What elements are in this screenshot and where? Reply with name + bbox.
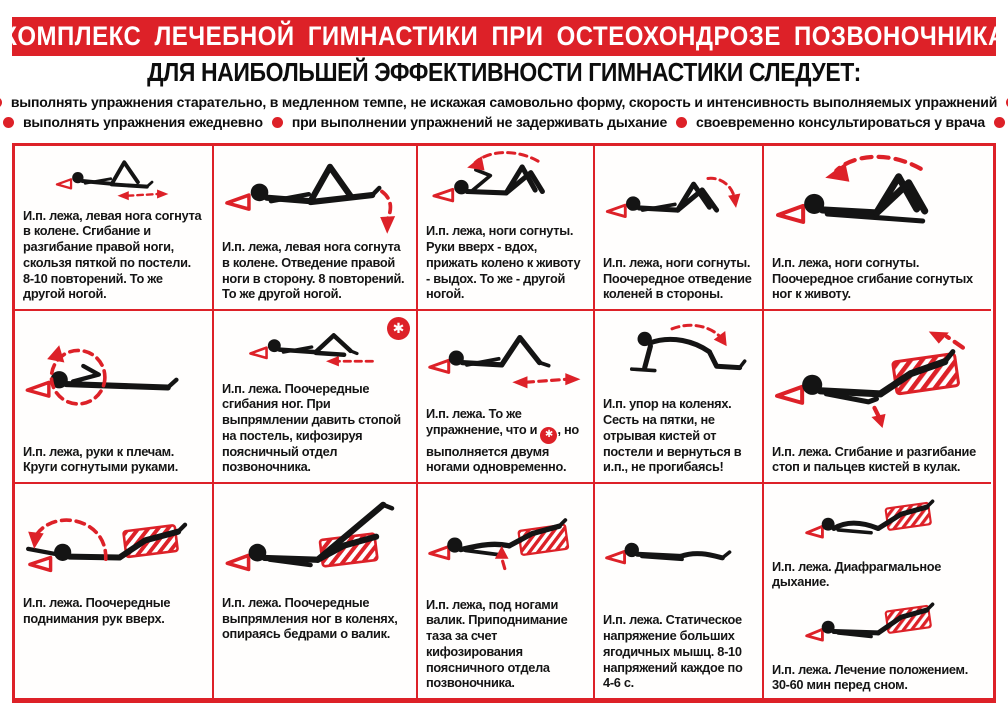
- pillow-marker-icon: [607, 205, 625, 217]
- knees-to-belly-illustration: [772, 151, 983, 255]
- pillow-marker-icon: [807, 526, 823, 537]
- exercise-cell-13: [418, 484, 595, 698]
- pillow-marker-icon: [430, 360, 449, 372]
- exercise-3-text: И.п. лежа, ноги согнуты. Руки вверх - вдох, прижать колено к животу - выдох. То же - другой ногой.: [426, 223, 581, 302]
- pillow-marker-icon: [57, 179, 71, 188]
- knees-apart-illustration: [603, 151, 754, 255]
- pelvis-lift-illustration: [426, 489, 585, 597]
- advice-2a-text: выполнять упражнения ежедневно: [22, 114, 263, 130]
- advice-2b-text: при выполнении упражнений не задерживать дыхание: [291, 114, 668, 130]
- exercise-cell-2: [214, 146, 418, 311]
- exercise-6-text: И.п. лежа, руки к плечам. Круги согнутыми руками.: [23, 443, 178, 475]
- pillow-marker-icon: [227, 555, 248, 569]
- pillow-marker-icon: [807, 629, 823, 640]
- exercise-cell-14: [595, 484, 764, 698]
- pillow-marker-icon: [434, 189, 453, 201]
- exercise-cell-1: [15, 146, 214, 311]
- exercise-11-text: И.п. лежа. Поочередные поднимания рук вверх.: [23, 595, 171, 626]
- exercise-9-text: И.п. упор на коленях. Сесть на пятки, не отрывая кистей от постели и вернуться в и.п., не прогибаясь!: [603, 396, 742, 475]
- asterisk-badge: ✱: [540, 427, 557, 444]
- leg-straighten-illustration: [222, 489, 408, 595]
- advice-line-1: [10, 94, 998, 110]
- bullet-dot-icon: [994, 117, 1005, 128]
- exercise-cell-3: [418, 146, 595, 311]
- pillow-marker-icon: [607, 551, 625, 563]
- pillow-marker-icon: [27, 382, 49, 396]
- exercise-6-figure: [23, 316, 204, 444]
- static-tension-illustration: [603, 489, 754, 612]
- exercise-12-text: И.п. лежа. Поочередные выпрямления ног в коленях, опираясь бедрами о валик.: [222, 595, 398, 642]
- pillow-marker-icon: [777, 387, 802, 403]
- exercise-2-text: И.п. лежа, левая нога согнута в колене. Отведение правой ноги в сторону. 8 повторений. То же другой ногой.: [222, 239, 405, 302]
- advice-1-text: выполнять упражнения старательно, в медленном темпе, не искажая самовольно форму, скорость и интенсивность выполняемых упражнений: [10, 94, 998, 110]
- pillow-marker-icon: [430, 547, 449, 559]
- bullet-dot-icon: [676, 117, 687, 128]
- bullet-dot-icon: [0, 97, 2, 108]
- heel-slide-illustration: [23, 151, 204, 208]
- poster-subtitle: ДЛЯ НАИБОЛЬШЕЙ ЭФФЕКТИВНОСТИ ГИМНАСТИКИ СЛЕДУЕТ:: [147, 57, 861, 87]
- advice-block: [10, 94, 998, 130]
- exercise-cell-5: [764, 146, 991, 311]
- exercise-5-text: И.п. лежа, ноги согнуты. Поочередное сгибание согнутых ног к животу.: [772, 254, 973, 302]
- exercise-12-figure: [222, 489, 408, 595]
- exercise-14-text: И.п. лежа. Статическое напряжение больших ягодичных мышц. 8-10 напряжений каждое по 4-6 с.: [603, 612, 743, 691]
- exercise-sub-15a: [772, 487, 983, 590]
- exercise-cell-9: [595, 311, 764, 484]
- exercise-5-figure: [772, 151, 983, 255]
- pillow-marker-icon: [250, 348, 266, 358]
- exercise-7-figure: [222, 316, 408, 381]
- both-legs-slide-illustration: [426, 316, 585, 406]
- exercise-10-text: И.п. лежа. Сгибание и разгибание стоп и пальцев кистей в кулак.: [772, 443, 976, 475]
- arm-circles-illustration: [23, 316, 204, 444]
- exercise-1-text: И.п. лежа, левая нога согнута в колене. Сгибание и разгибание правой ноги, скользя пяткой по постели. 8-10 повторений. То же другой ногой.: [23, 207, 202, 302]
- exercise-11-figure: [23, 489, 204, 595]
- exercise-4-figure: [603, 151, 754, 255]
- exercise-3-figure: [426, 151, 585, 223]
- exercise-13-figure: [426, 489, 585, 597]
- poster-title: КОМПЛЕКС ЛЕЧЕБНОЙ ГИМНАСТИКИ ПРИ ОСТЕОХОНДРОЗЕ ПОЗВОНОЧНИКА: [2, 20, 1006, 52]
- advice-line-2: [14, 114, 994, 130]
- exercise-16-text: И.п. лежа. Лечение положением. 30-60 мин перед сном.: [772, 661, 968, 693]
- exercise-8-text: И.п. лежа. То же упражнение, что и ✱ , но выполняется двумя ногами одновременно.: [426, 406, 579, 475]
- exercise-1-figure: [23, 151, 204, 208]
- exercise-cell-15: [764, 484, 991, 698]
- exercise-cell-4: [595, 146, 764, 311]
- poster-title-bar: [2, 17, 1006, 56]
- exercise-13-text: И.п. лежа, под ногами валик. Приподнимание таза за счет кифозирования поясничного отдела позвоночника.: [426, 596, 568, 691]
- arm-raise-illustration: [23, 489, 204, 595]
- exercise-7-text: И.п. лежа. Поочередные сгибания ног. При выпрямлении давить стопой на постель, кифозируя поясничный отдел позвоночника.: [222, 380, 401, 475]
- bullet-dot-icon: [272, 117, 283, 128]
- exercise-cell-11: [15, 484, 214, 698]
- exercise-8-figure: [426, 316, 585, 406]
- knee-to-chest-illustration: [426, 151, 585, 223]
- exercise-14-figure: [603, 489, 754, 612]
- foot-press-illustration: [222, 316, 408, 381]
- exercise-16-figure: [772, 590, 983, 662]
- exercise-sub-15b: [772, 590, 983, 693]
- pillow-marker-icon: [227, 195, 249, 209]
- exercise-cell-12: [214, 484, 418, 698]
- exercise-9-figure: [603, 316, 754, 396]
- exercise-10-figure: [772, 316, 983, 444]
- feet-fists-flex-illustration: [772, 316, 983, 444]
- asterisk-badge: ✱: [387, 317, 410, 340]
- exercise-2-figure: [222, 151, 408, 239]
- leg-abduction-illustration: [222, 151, 408, 239]
- exercise-grid: [12, 143, 996, 703]
- exercise-cell-7: [214, 311, 418, 484]
- exercise-cell-10: [764, 311, 991, 484]
- exercise-15-figure: [772, 487, 983, 559]
- exercise-cell-8: [418, 311, 595, 484]
- exercise-cell-6: [15, 311, 214, 484]
- kneeling-sit-back-illustration: [603, 316, 754, 396]
- bullet-dot-icon: [3, 117, 14, 128]
- pillow-marker-icon: [30, 558, 51, 571]
- diaphragm-breathing-illustration: [772, 487, 983, 559]
- advice-2c-text: своевременно консультироваться у врача: [696, 114, 986, 130]
- exercise-15-text: И.п. лежа. Диафрагмальное дыхание.: [772, 558, 942, 590]
- position-treatment-illustration: [772, 590, 983, 662]
- pillow-marker-icon: [778, 206, 803, 222]
- exercise-4-text: И.п. лежа, ноги согнуты. Поочередное отведение коленей в стороны.: [603, 254, 752, 302]
